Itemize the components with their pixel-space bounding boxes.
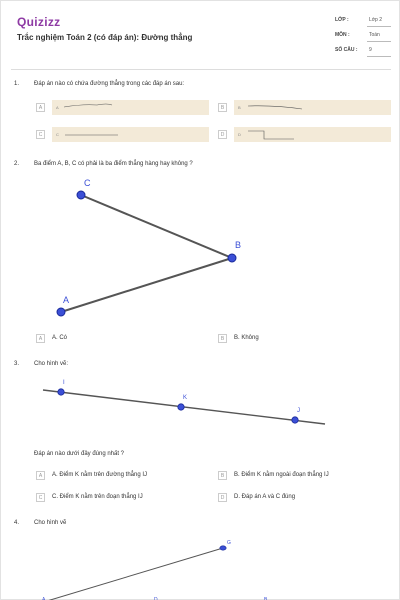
option-letter: C — [36, 130, 45, 139]
question-4-text: Cho hình vẽ — [34, 520, 67, 526]
thumb-label: C — [56, 132, 59, 137]
thumb-label: D — [238, 132, 241, 137]
thumb-label: A — [56, 105, 59, 110]
quizizz-logo[interactable]: Quizizz — [17, 15, 61, 29]
option-letter: D — [218, 130, 227, 139]
option-letter: B — [218, 334, 227, 343]
question-1-text: Đáp án nào có chứa đường thẳng trong các đáp án sau: — [34, 81, 185, 87]
label-a: A — [42, 597, 46, 600]
option-label: D. Đáp án A và C đúng — [234, 494, 296, 500]
question-3-subtext: Đáp án nào dưới đây đúng nhất ? — [34, 451, 125, 457]
option-letter: A — [36, 471, 45, 480]
label-c: C — [84, 178, 91, 188]
option-label: A. Có — [52, 335, 68, 341]
count-value: 9 — [369, 47, 372, 53]
option-label: C. Điểm K nằm trên đoạn thẳng IJ — [52, 494, 143, 500]
option-letter: D — [218, 493, 227, 502]
count-label: SỐ CÂU : — [335, 47, 358, 53]
question-2-text: Ba điểm A, B, C có phải là ba điểm thẳng hàng hay không ? — [34, 161, 193, 167]
question-4-figure — [1, 1, 400, 600]
question-4-number: 4. — [14, 520, 20, 526]
label-a: A — [63, 295, 70, 305]
option-letter: A — [36, 334, 45, 343]
option-letter: B — [218, 103, 227, 112]
label-i: I — [63, 380, 65, 386]
label-g: G — [227, 540, 231, 546]
option-letter: A — [36, 103, 45, 112]
question-1-number: 1. — [14, 81, 20, 87]
label-k: K — [183, 395, 188, 401]
option-label: B. Điểm K nằm ngoài đoạn thẳng IJ — [234, 472, 329, 478]
label-d: D — [154, 597, 158, 600]
option-label: A. Điểm K nằm trên đường thẳng IJ — [52, 472, 147, 478]
thumb-label: B — [238, 105, 241, 110]
question-2-number: 2. — [14, 161, 20, 167]
worksheet-title: Trắc nghiệm Toán 2 (có đáp án): Đường thẳng — [17, 33, 193, 42]
label-j: J — [297, 408, 300, 414]
class-label: LỚP : — [335, 17, 349, 23]
subject-label: MÔN : — [335, 32, 350, 38]
point-g — [220, 546, 226, 550]
option-letter: B — [218, 471, 227, 480]
line-ga — [47, 548, 223, 600]
option-label: B. Không — [234, 335, 259, 341]
label-b: B — [235, 240, 242, 250]
label-b: B — [264, 597, 268, 600]
class-value: Lớp 2 — [369, 17, 383, 23]
question-3-text: Cho hình vẽ: — [34, 361, 69, 367]
question-3-number: 3. — [14, 361, 20, 367]
option-letter: C — [36, 493, 45, 502]
subject-value: Toán — [369, 32, 380, 38]
